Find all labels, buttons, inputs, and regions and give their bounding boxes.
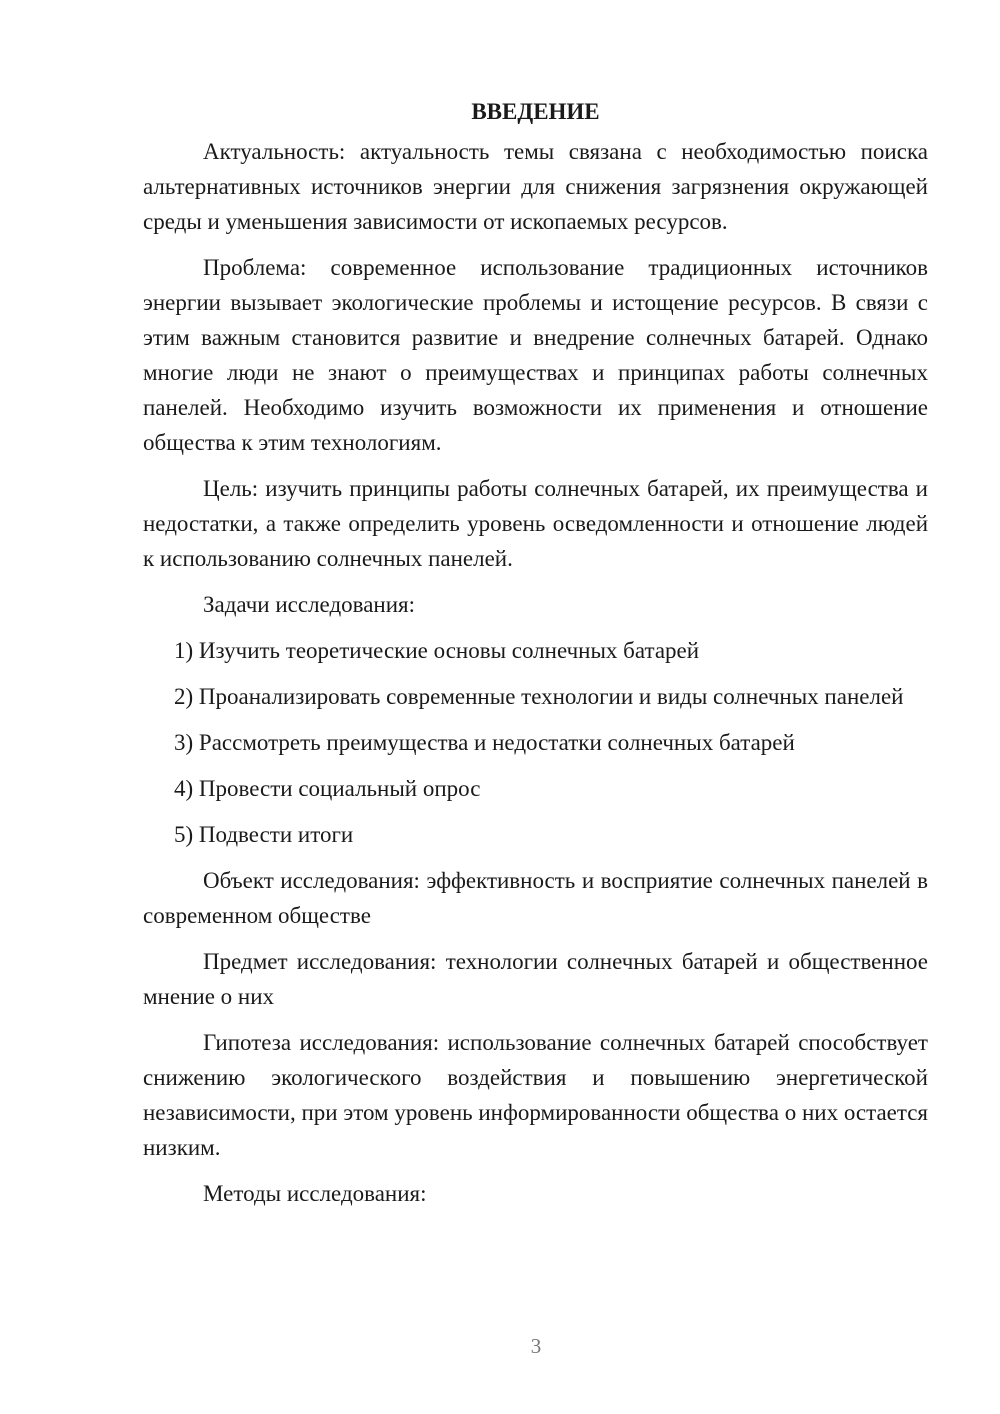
page-content <box>143 95 928 1222</box>
tasks-heading: Задачи исследования: <box>203 592 416 617</box>
paragraph-problem: Проблема: современное использование традиционных источников энергии вызывает экологические проблемы и истощение ресурсов. В связи с этим важным становится развитие и внедрение солнечных батарей. Однако многие люди не знают о преимуществах и принципах работы солнечных панелей. Необходимо изучить возможности их применения и отношение общества к этим технологиям. <box>143 255 928 455</box>
section-title: ВВЕДЕНИЕ <box>471 99 600 124</box>
paragraph-hypothesis: Гипотеза исследования: использование солнечных батарей способствует снижению экологического воздействия и повышению энергетической независимости, при этом уровень информированности общества о них остается низким. <box>143 1030 928 1160</box>
paragraph-object: Объект исследования: эффективность и восприятие солнечных панелей в современном обществе <box>143 868 928 928</box>
task-item-5: 5) Подвести итоги <box>174 822 354 847</box>
task-item-1: 1) Изучить теоретические основы солнечных батарей <box>174 638 700 663</box>
paragraph-subject: Предмет исследования: технологии солнечных батарей и общественное мнение о них <box>143 949 928 1009</box>
paragraph-goal: Цель: изучить принципы работы солнечных батарей, их преимущества и недостатки, а также определить уровень осведомленности и отношение людей к использованию солнечных панелей. <box>143 476 928 571</box>
paragraph-relevance: Актуальность: актуальность темы связана с необходимостью поиска альтернативных источников энергии для снижения загрязнения окружающей среды и уменьшения зависимости от ископаемых ресурсов. <box>143 139 928 234</box>
methods-heading: Методы исследования: <box>203 1181 427 1206</box>
task-item-3: 3) Рассмотреть преимущества и недостатки солнечных батарей <box>174 730 795 755</box>
task-item-2: 2) Проанализировать современные технологии и виды солнечных панелей <box>174 684 904 709</box>
task-item-4: 4) Провести социальный опрос <box>174 776 481 801</box>
page-number: 3 <box>530 1334 542 1358</box>
